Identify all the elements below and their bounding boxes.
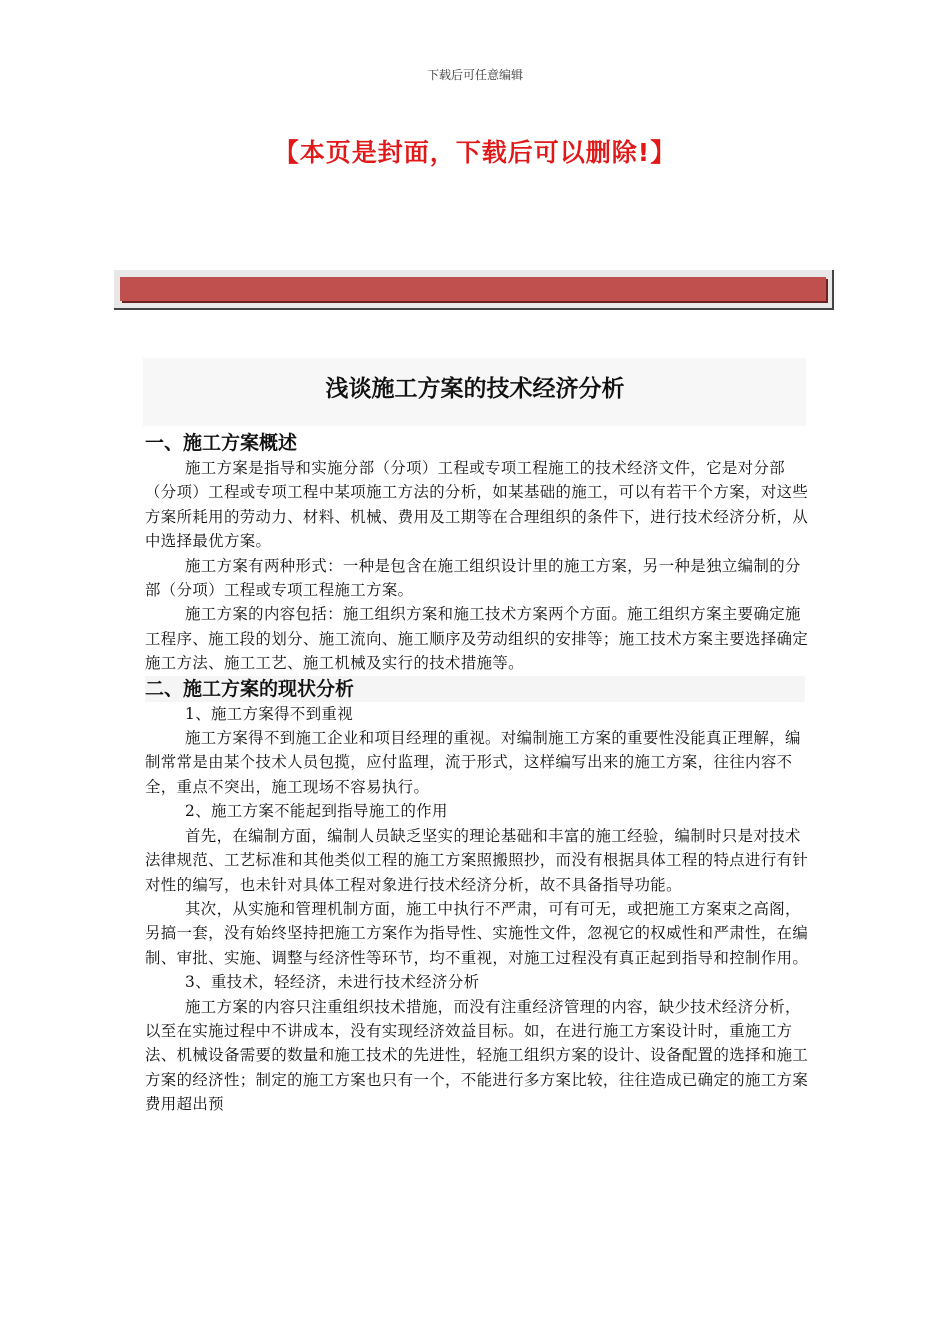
- section-1-paragraph-2: 施工方案有两种形式：一种是包含在施工组织设计里的施工方案，另一种是独立编制的分部（分项）工程或专项工程施工方案。: [145, 556, 801, 600]
- subheading-3: 3、重技术，轻经济，未进行技术经济分析: [185, 973, 480, 992]
- subheading-2: 2、施工方案不能起到指导施工的作用: [185, 802, 448, 821]
- document-body: [145, 430, 815, 1117]
- cover-notice: 【本页是封面，下载后可以删除!】: [273, 138, 677, 167]
- section-1-paragraph-1: 施工方案是指导和实施分部（分项）工程或专项工程施工的技术经济文件，它是对分部（分项）工程或专项工程中某项施工方法的分析，如某基础的施工，可以有若干个方案，对这些方案所耗用的劳动力、材料、机械、费用及工期等在合理组织的条件下，进行技术经济分析，从中选择最优方案。: [145, 459, 809, 551]
- decorative-banner-frame: [114, 270, 834, 310]
- section-1-paragraph-3: 施工方案的内容包括：施工组织方案和施工技术方案两个方面。施工组织方案主要确定施工程序、施工段的划分、施工流向、施工顺序及劳动组织的安排等；施工技术方案主要选择确定施工方法、施工工艺、施工机械及实行的技术措施等。: [145, 605, 809, 673]
- decorative-banner: [120, 277, 826, 301]
- section-2-paragraph-3: 其次，从实施和管理机制方面，施工中执行不严肃，可有可无，或把施工方案束之高阁，另搞一套，没有始终坚持把施工方案作为指导性、实施性文件，忽视它的权威性和严肃性，在编制、审批、实施、调整与经济性等环节，均不重视，对施工过程没有真正起到指导和控制作用。: [145, 899, 809, 967]
- section-2-heading: 二、施工方案的现状分析: [145, 676, 805, 702]
- section-2-paragraph-2: 首先，在编制方面，编制人员缺乏坚实的理论基础和丰富的施工经验，编制时只是对技术法律规范、工艺标准和其他类似工程的施工方案照搬照抄，而没有根据具体工程的特点进行有针对性的编写，也未针对具体工程对象进行技术经济分析，故不具备指导功能。: [145, 826, 809, 894]
- header-note: 下载后可任意编辑: [426, 68, 523, 82]
- section-2-paragraph-1: 施工方案得不到施工企业和项目经理的重视。对编制施工方案的重要性没能真正理解，编制常常是由某个技术人员包揽，应付监理，流于形式，这样编写出来的施工方案，往往内容不全，重点不突出，施工现场不容易执行。: [145, 729, 801, 796]
- section-1-heading: 一、施工方案概述: [145, 432, 298, 454]
- section-2-paragraph-4: 施工方案的内容只注重组织技术措施，而没有注重经济管理的内容，缺少技术经济分析，以至在实施过程中不讲成本，没有实现经济效益目标。如，在进行施工方案设计时，重施工方法、机械设备需要的数量和施工技术的先进性，轻施工组织方案的设计、设备配置的选择和施工方案的经济性；制定的施工方案也只有一个，不能进行多方案比较，往往造成已确定的施工方案费用超出预: [145, 997, 809, 1114]
- subheading-1: 1、施工方案得不到重视: [185, 704, 354, 723]
- document-title: 浅谈施工方案的技术经济分析: [325, 376, 625, 402]
